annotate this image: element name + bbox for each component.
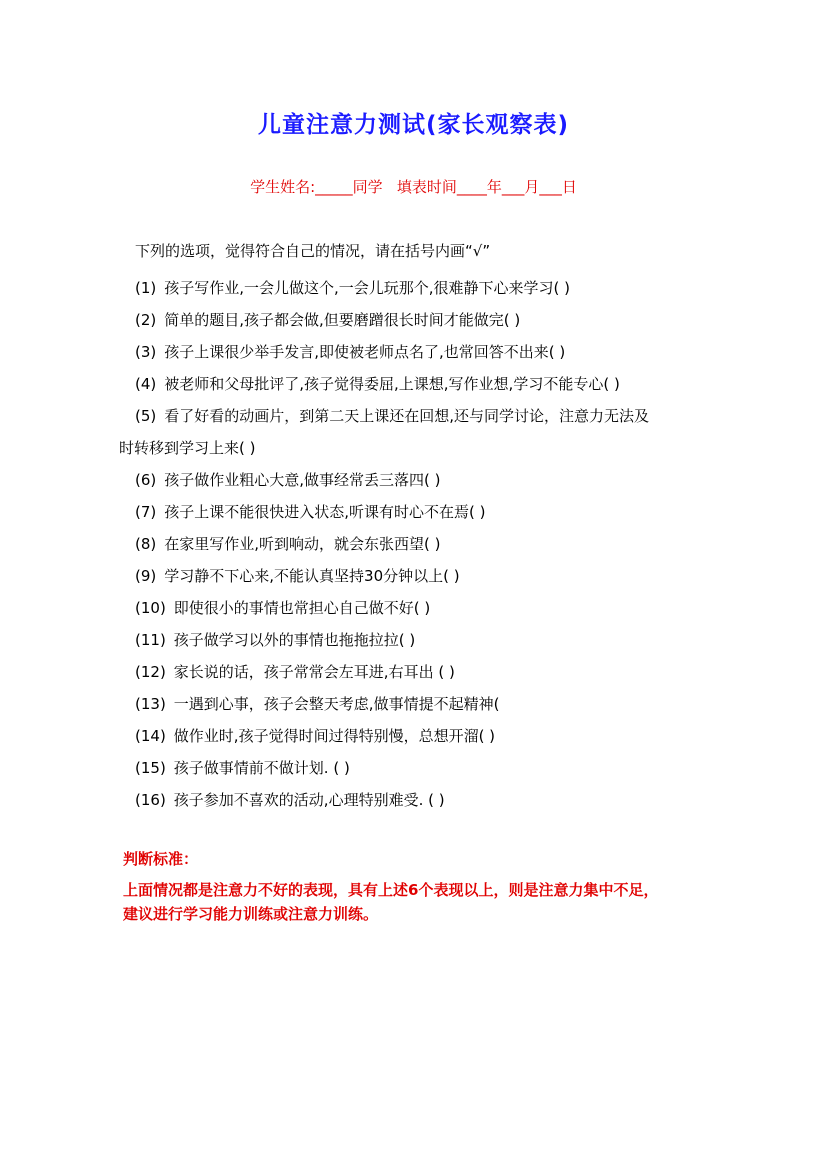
question-number: (11)	[135, 631, 166, 649]
question-number: (5)	[135, 407, 157, 425]
question-text-line-2: 时转移到学习上来( )	[119, 439, 256, 457]
question-item	[123, 496, 713, 528]
question-item	[119, 400, 713, 464]
question-number: (6)	[135, 471, 157, 489]
question-number: (10)	[135, 599, 166, 617]
question-number: (3)	[135, 343, 157, 361]
question-list	[119, 272, 713, 816]
question-item	[123, 784, 713, 816]
question-text: 孩子上课不能很快进入状态,听课有时心不在焉( )	[164, 503, 486, 521]
page-title: 儿童注意力测试(家长观察表)	[257, 112, 570, 138]
instructions: 下列的选项，觉得符合自己的情况，请在括号内画“√”	[135, 242, 491, 260]
criteria-body	[123, 878, 713, 926]
criteria-line-1: 上面情况都是注意力不好的表现，具有上述6个表现以上，则是注意力集中不足，	[123, 881, 659, 899]
question-number: (4)	[135, 375, 157, 393]
question-text: 即使很小的事情也常担心自己做不好( )	[173, 599, 431, 617]
question-number: (7)	[135, 503, 157, 521]
question-number: (15)	[135, 759, 166, 777]
question-item	[123, 464, 713, 496]
question-item	[123, 272, 713, 304]
question-item	[123, 528, 713, 560]
criteria-heading: 判断标准：	[123, 850, 199, 868]
question-item	[123, 624, 713, 656]
question-item	[123, 304, 713, 336]
question-text: 孩子参加不喜欢的活动,心理特别难受. ( )	[173, 791, 445, 809]
question-text: 孩子写作业,一会儿做这个,一会儿玩那个,很难静下心来学习( )	[164, 279, 571, 297]
question-text-line-1: 看了好看的动画片，到第二天上课还在回想,还与同学讨论，注意力无法及	[164, 407, 650, 425]
question-item	[123, 656, 713, 688]
criteria-line-2: 建议进行学习能力训练或注意力训练。	[123, 905, 379, 923]
question-text: 做作业时,孩子觉得时间过得特别慢，总想开溜( )	[173, 727, 496, 745]
question-number: (2)	[135, 311, 157, 329]
question-number: (14)	[135, 727, 166, 745]
question-text: 孩子上课很少举手发言,即使被老师点名了,也常回答不出来( )	[164, 343, 566, 361]
question-item	[123, 560, 713, 592]
question-number: (16)	[135, 791, 166, 809]
question-text: 孩子做学习以外的事情也拖拖拉拉( )	[173, 631, 416, 649]
question-text: 学习静不下心来,不能认真坚持30分钟以上( )	[164, 567, 460, 585]
question-text: 孩子做作业粗心大意,做事经常丢三落四( )	[164, 471, 441, 489]
question-item	[123, 720, 713, 752]
question-number: (13)	[135, 695, 166, 713]
question-text: 孩子做事情前不做计划. ( )	[173, 759, 350, 777]
question-item	[123, 592, 713, 624]
question-text: 一遇到心事，孩子会整天考虑,做事情提不起精神(	[173, 695, 500, 713]
question-text: 家长说的话，孩子常常会左耳进,右耳出 ( )	[173, 663, 455, 681]
question-number: (1)	[135, 279, 157, 297]
question-item	[123, 688, 713, 720]
question-text: 在家里写作业,听到响动，就会东张西望( )	[164, 535, 441, 553]
question-item	[123, 752, 713, 784]
question-text: 被老师和父母批评了,孩子觉得委屈,上课想,写作业想,学习不能专心( )	[164, 375, 620, 393]
question-item	[123, 368, 713, 400]
question-number: (12)	[135, 663, 166, 681]
question-number: (9)	[135, 567, 157, 585]
question-item	[123, 336, 713, 368]
form-header-fields: 学生姓名:_____同学 填表时间____年___月___日	[250, 178, 577, 196]
question-text: 简单的题目,孩子都会做,但要磨蹭很长时间才能做完( )	[164, 311, 521, 329]
question-number: (8)	[135, 535, 157, 553]
